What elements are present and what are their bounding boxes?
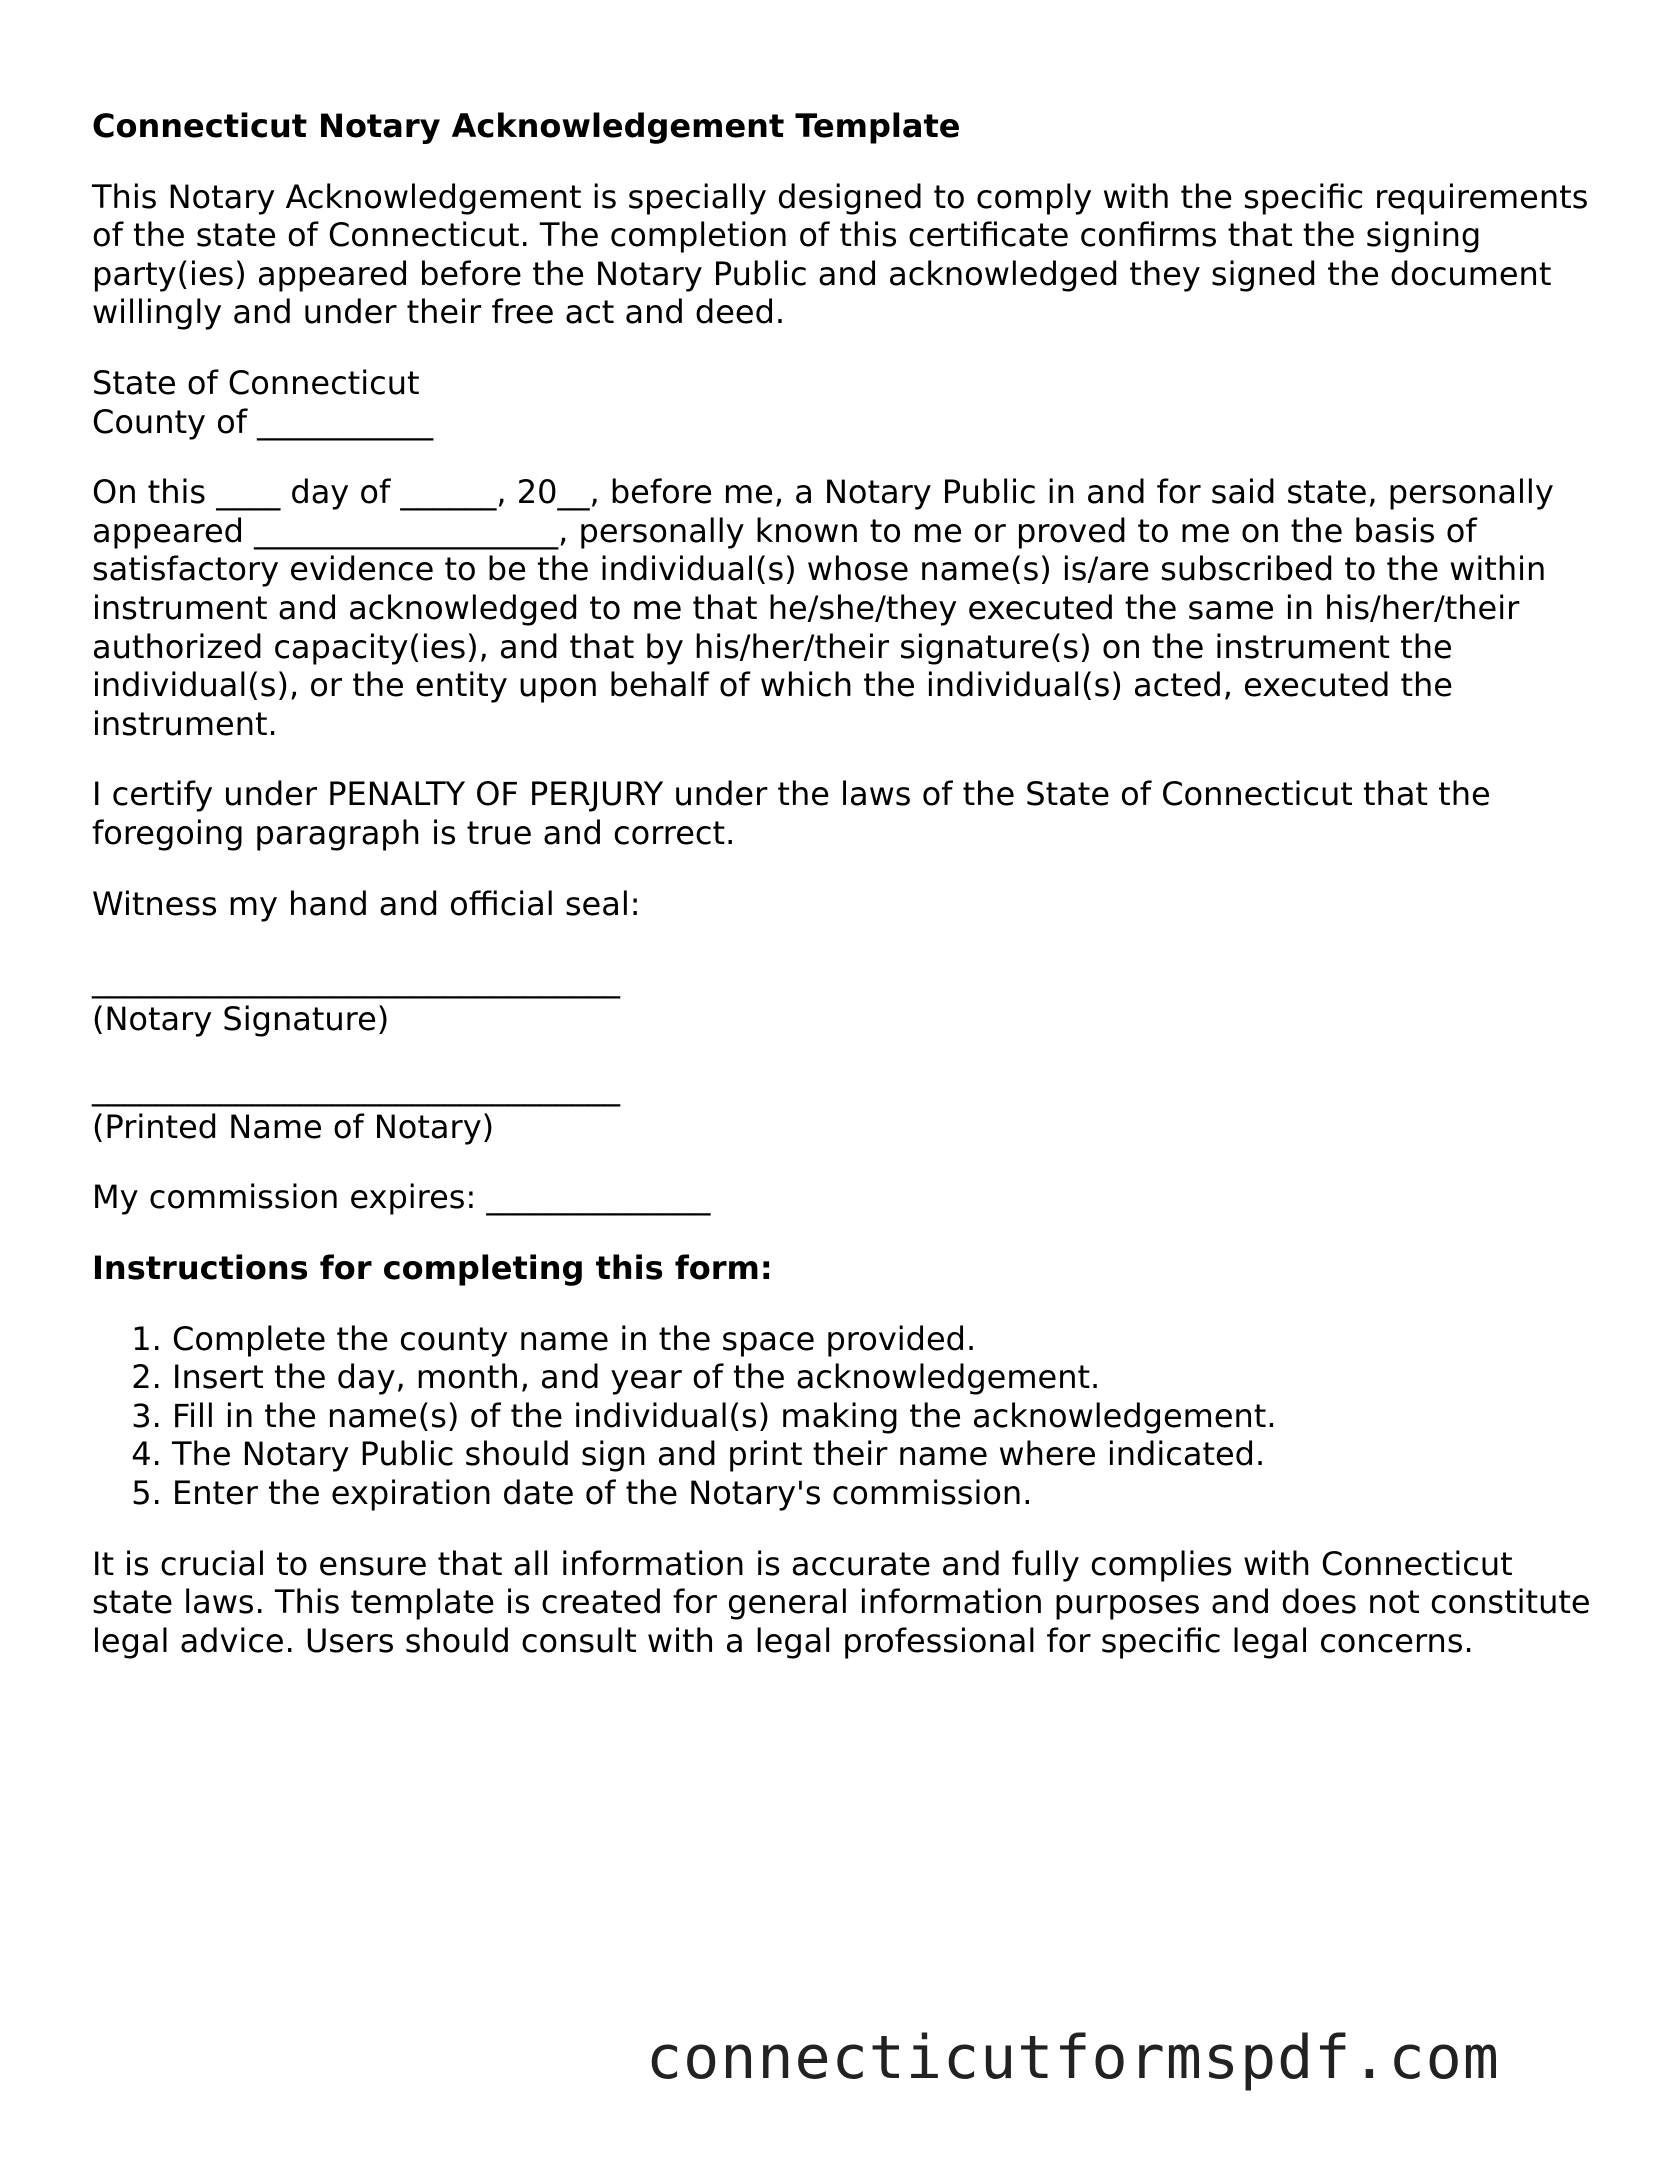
disclaimer-paragraph: It is crucial to ensure that all information is accurate and fully complies with Connecticut state laws. This template is created for general information purposes and does not constitute legal advice. Users should consult with a legal professional for specific legal concerns. — [92, 1544, 1591, 1660]
certification-paragraph: I certify under PENALTY OF PERJURY under the laws of the State of Connecticut that the foregoing paragraph is true and correct. — [92, 775, 1491, 852]
commission-expires: My commission expires: ______________ — [92, 1178, 711, 1217]
site-watermark: connecticutformspdf.com — [646, 2023, 1500, 2093]
list-item: 1. Complete the county name in the space provided. — [172, 1320, 1592, 1359]
witness-line: Witness my hand and official seal: — [92, 884, 641, 923]
notary-signature-label: (Notary Signature) — [92, 999, 390, 1038]
printed-name-block — [92, 1069, 1592, 1146]
list-item: 3. Fill in the name(s) of the individual(s) making the acknowledgement. — [172, 1397, 1592, 1436]
printed-name-label: (Printed Name of Notary) — [92, 1107, 495, 1146]
intro-paragraph: This Notary Acknowledgement is specially designed to comply with the specific requirements of the state of Connecticut. The completion of this certificate confirms that the signing party(ies) appeared before the Notary Public and acknowledged they signed the document willingly and under their free act and deed. — [92, 177, 1589, 332]
list-item: 5. Enter the expiration date of the Notary's commission. — [172, 1474, 1592, 1513]
notary-signature-block — [92, 961, 1592, 1038]
list-item: 2. Insert the day, month, and year of the acknowledgement. — [172, 1358, 1592, 1397]
venue-block — [92, 364, 1592, 441]
instructions-list — [92, 1320, 1592, 1513]
notary-signature-line: _________________________________ — [92, 961, 620, 1000]
printed-name-line: _________________________________ — [92, 1069, 620, 1108]
venue-county: County of ___________ — [92, 402, 434, 441]
acknowledgement-paragraph: On this ____ day of ______, 20__, before me, a Notary Public in and for said state, personally appeared ___________________, personally known to me or proved to me on the basis of satisfactory evidence to be the individual(s) whose name(s) is/are subscribed to the within instrument and acknowledged to me that he/she/they executed the same in his/her/their authorized capacity(ies), and that by his/her/their signature(s) on the instrument the individual(s), or the entity upon behalf of which the individual(s) acted, executed the instrument. — [92, 473, 1554, 743]
document-title: Connecticut Notary Acknowledgement Template — [92, 107, 961, 145]
instructions-heading: Instructions for completing this form: — [92, 1249, 773, 1288]
list-item: 4. The Notary Public should sign and print their name where indicated. — [172, 1435, 1592, 1474]
document-page — [92, 107, 1592, 1692]
venue-state: State of Connecticut — [92, 363, 420, 402]
